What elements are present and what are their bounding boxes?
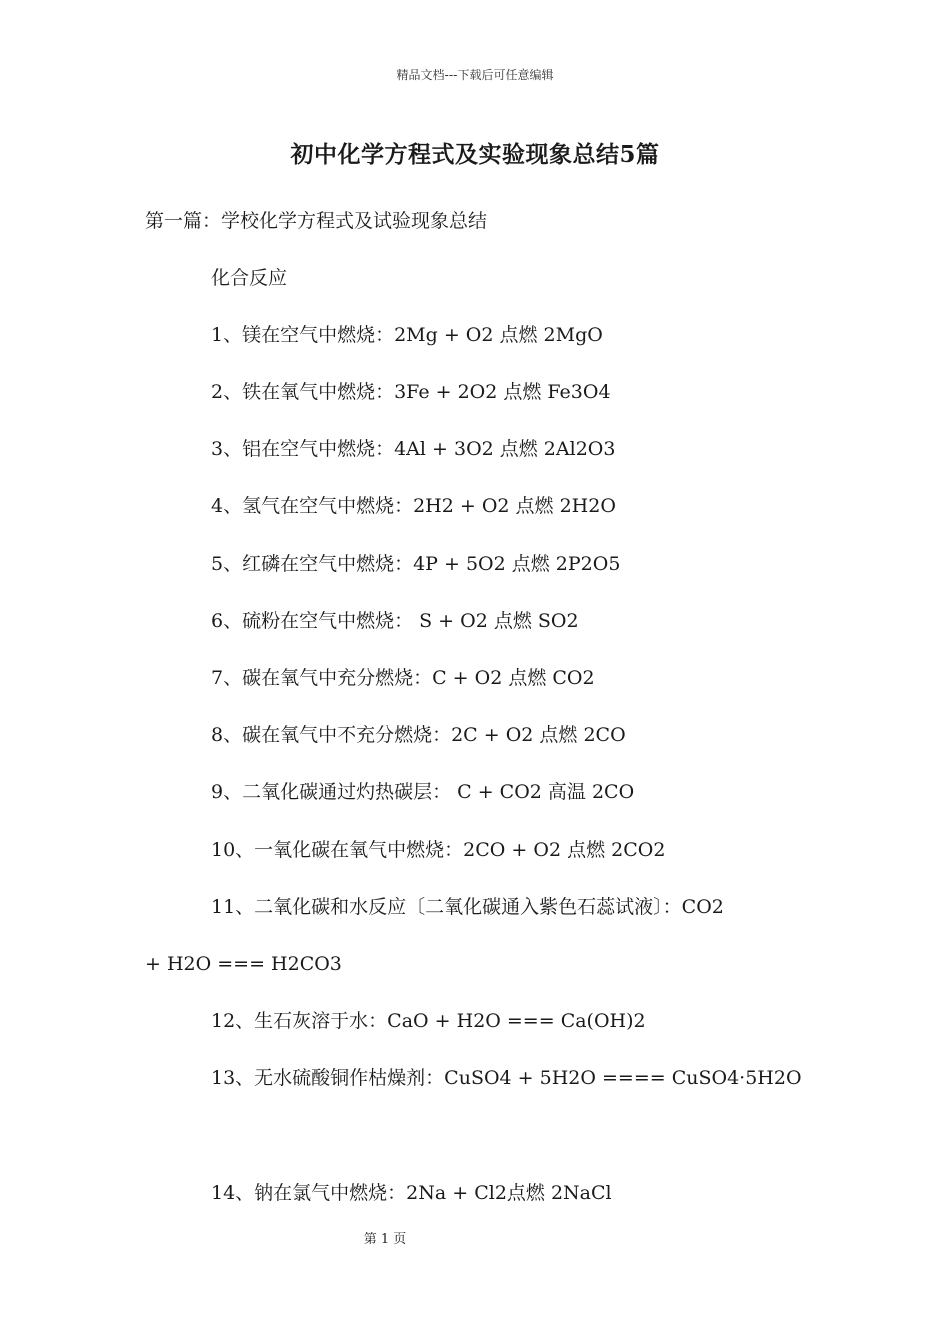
equation-item: 1、镁在空气中燃烧：2Mg + O2 点燃 2MgO <box>211 324 603 346</box>
equation-item: 11、二氧化碳和水反应〔二氧化碳通入紫色石蕊试液〕：CO2 <box>211 896 724 918</box>
equation-item: 12、生石灰溶于水：CaO + H2O === Ca(OH)2 <box>211 1010 646 1032</box>
page-header: 精品文档---下载后可任意编辑 <box>396 68 554 82</box>
document-title: 初中化学方程式及实验现象总结5篇 <box>290 141 660 168</box>
equation-item: 9、二氧化碳通过灼热碳层： C + CO2 高温 2CO <box>211 781 635 803</box>
equation-item: 10、一氧化碳在氧气中燃烧：2CO + O2 点燃 2CO2 <box>211 839 666 861</box>
equation-item: 14、钠在氯气中燃烧：2Na + Cl2点燃 2NaCl <box>211 1182 612 1204</box>
equation-item: 2、铁在氧气中燃烧：3Fe + 2O2 点燃 Fe3O4 <box>211 381 611 403</box>
equation-item: 4、氢气在空气中燃烧：2H2 + O2 点燃 2H2O <box>211 495 616 517</box>
section-title: 第一篇：学校化学方程式及试验现象总结 <box>145 210 488 232</box>
equation-item: 7、碳在氧气中充分燃烧：C + O2 点燃 CO2 <box>211 667 595 689</box>
equation-item: 3、铝在空气中燃烧：4Al + 3O2 点燃 2Al2O3 <box>211 438 616 460</box>
equation-item: 13、无水硫酸铜作枯燥剂：CuSO4 + 5H2O ==== CuSO4·5H2O <box>211 1067 802 1089</box>
subsection-heading: 化合反应 <box>211 267 288 289</box>
equation-item: 6、硫粉在空气中燃烧： S + O2 点燃 SO2 <box>211 610 579 632</box>
page-number: 第 1 页 <box>363 1232 407 1247</box>
equation-item: 5、红磷在空气中燃烧：4P + 5O2 点燃 2P2O5 <box>211 553 621 575</box>
equation-item: 8、碳在氧气中不充分燃烧：2C + O2 点燃 2CO <box>211 724 626 746</box>
equation-item-continuation: + H2O === H2CO3 <box>145 953 342 975</box>
